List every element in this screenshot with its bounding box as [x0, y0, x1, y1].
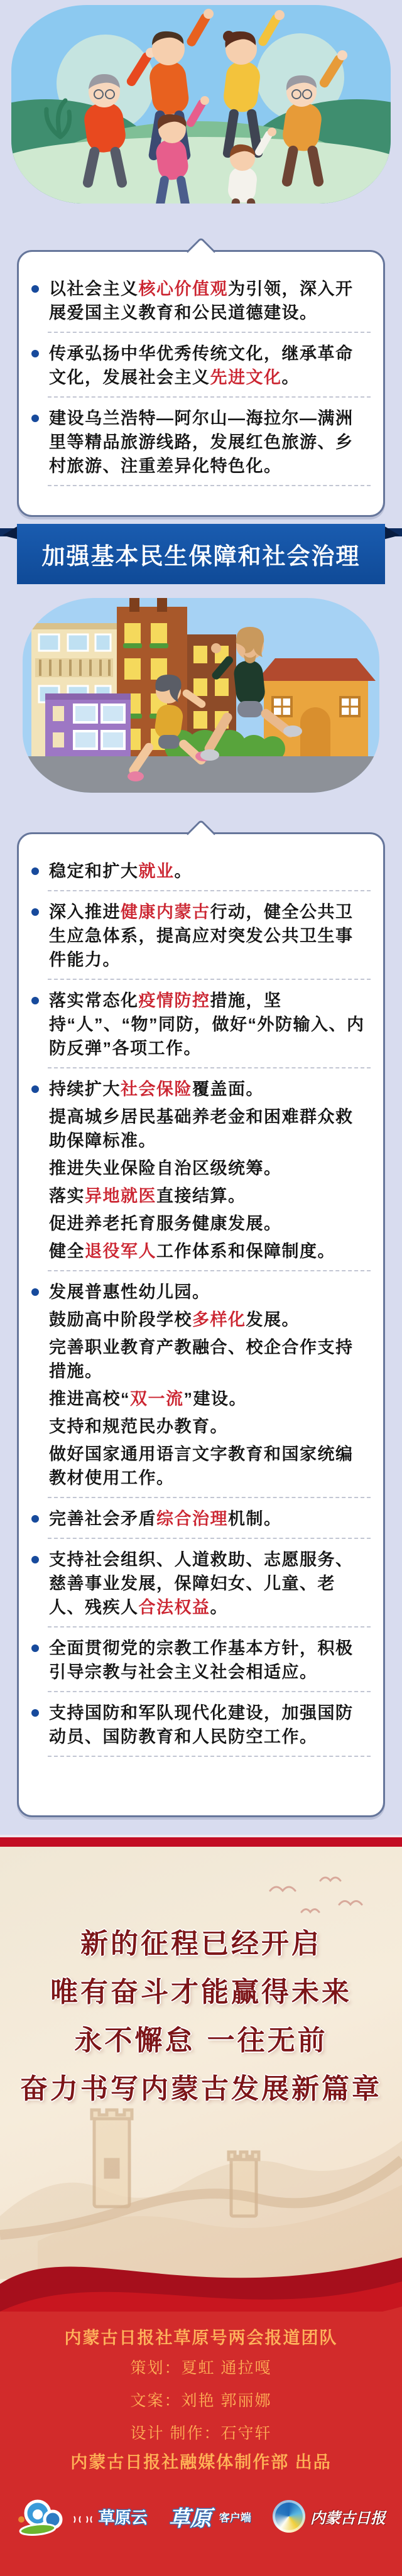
- text-segment: 完善社会矛盾: [49, 1509, 156, 1528]
- daily-swirl-icon: [273, 2500, 305, 2533]
- dotted-divider: [48, 1691, 371, 1692]
- bullet-item: [49, 1507, 371, 1531]
- section-banner: [0, 524, 402, 584]
- text-segment: 发展。: [246, 1310, 300, 1329]
- bullet-text: [49, 406, 371, 478]
- text-segment: 落实常态化: [49, 991, 139, 1010]
- bullet-item: [49, 859, 371, 883]
- slogan-line: 奋力书写内蒙古发展新篇章: [20, 2073, 382, 2105]
- text-segment: 覆盖面。: [192, 1080, 264, 1099]
- text-segment: 提高城乡居民基础养老金和困难群众救助保障标准。: [49, 1107, 354, 1150]
- daily-label: 内蒙古日报: [310, 2509, 386, 2527]
- bullet-text: [49, 1507, 371, 1531]
- dotted-divider: [48, 1626, 371, 1628]
- text-segment: 建设乌兰浩特—阿尔山—海拉尔—满洲里等精品旅游线路，发展红色旅游、乡村旅游、注重差异化特色化。: [49, 409, 354, 476]
- text-segment: 鼓励高中阶段学校: [49, 1310, 192, 1329]
- mongolian-script-decoration: [70, 2516, 95, 2523]
- highlighted-keyword: 社会保险: [121, 1080, 192, 1099]
- dotted-divider: [48, 1067, 371, 1068]
- text-segment: 持续扩大: [49, 1080, 121, 1099]
- text-segment: 做好国家通用语言文字教育和国家统编教材使用工作。: [49, 1445, 354, 1487]
- bullet-text: [49, 1548, 371, 1619]
- cloud-logo-icon: [16, 2497, 65, 2536]
- bullet-dot-icon: [31, 285, 39, 293]
- bubble-pointer-icon: [187, 819, 216, 849]
- highlighted-keyword: 就业: [138, 862, 175, 881]
- text-segment: 推进失业保险自治区级统筹。: [49, 1159, 282, 1178]
- livelihood-section-card: [17, 832, 385, 1817]
- bullet-item: [49, 900, 371, 972]
- bullet-text: [49, 1442, 371, 1490]
- bullet-dot-icon: [31, 1709, 39, 1717]
- section-title: 加强基本民生保障和社会治理: [41, 543, 361, 569]
- bullet-text: [49, 900, 371, 972]
- credit-line-copy: 文案：刘艳 郭丽娜: [130, 2392, 272, 2410]
- bullet-text: [49, 1239, 371, 1263]
- caoyuan-client-logo: [169, 2501, 251, 2532]
- text-segment: 机制。: [228, 1509, 282, 1528]
- bubble-pointer-icon: [187, 237, 216, 266]
- bullet-item: [49, 342, 371, 389]
- bullet-dot-icon: [31, 997, 39, 1004]
- text-segment: 发展普惠性幼儿园。: [49, 1283, 210, 1302]
- slogan-calligraphy: [0, 1921, 402, 2106]
- dotted-divider: [48, 979, 371, 980]
- dotted-divider: [48, 1497, 371, 1498]
- highlighted-keyword: 综合治理: [156, 1509, 228, 1528]
- highlighted-keyword: 健康内蒙古: [121, 903, 210, 921]
- text-segment: 行动，健全公共卫生应急体系，提高应对突发公共卫生事件能力。: [49, 903, 354, 969]
- bullet-text: [49, 1077, 371, 1101]
- highlighted-keyword: 先进文化: [210, 368, 282, 387]
- highlighted-keyword: 退役军人: [85, 1242, 156, 1261]
- bullet-item: [49, 1548, 371, 1619]
- dotted-divider: [48, 396, 371, 398]
- footer-top-red-bar: [0, 1835, 402, 1847]
- bullet-text: [49, 1308, 371, 1332]
- dotted-divider: [48, 332, 371, 333]
- text-segment: 支持社会组织、人道救助、志愿服务、慈善事业发展，保障妇女、儿童、老人、残疾人: [49, 1550, 354, 1617]
- bullet-text: [49, 1335, 371, 1383]
- producer-credit: 内蒙古日报社融媒体制作部 出品: [70, 2453, 332, 2472]
- slogan-line: 永不懈怠 一往无前: [74, 2024, 328, 2057]
- highlighted-keyword: 异地就医: [85, 1187, 156, 1205]
- text-segment: 深入推进: [49, 903, 121, 921]
- highlighted-keyword: 合法权益: [138, 1598, 210, 1617]
- text-segment: 直接结算。: [156, 1187, 246, 1205]
- bullet-item: [49, 277, 371, 325]
- text-segment: 落实: [49, 1187, 85, 1205]
- bullet-text: [49, 1636, 371, 1684]
- bullet-dot-icon: [31, 908, 39, 916]
- bullet-text: [49, 859, 371, 883]
- bullet-item: [49, 1636, 371, 1684]
- text-segment: 促进养老托育服务健康发展。: [49, 1214, 282, 1233]
- city-runners-scene: [23, 598, 379, 793]
- family-exercise-illustration: [11, 5, 391, 204]
- bullet-dot-icon: [31, 867, 39, 875]
- credit-line-design: 设计 制作：石守轩: [130, 2425, 272, 2442]
- bullet-item: [49, 1701, 371, 1749]
- dotted-divider: [48, 485, 371, 486]
- caoyuan-label: 草原: [168, 2506, 212, 2531]
- dotted-divider: [48, 1270, 371, 1271]
- dotted-divider: [48, 1538, 371, 1539]
- bullet-text: [49, 989, 371, 1060]
- bullet-item: [49, 989, 371, 1060]
- bullet-dot-icon: [31, 1556, 39, 1563]
- bullet-text: [49, 1212, 371, 1236]
- livelihood-bullet-list: [49, 859, 371, 1757]
- text-segment: 传承弘扬中华优秀传统文化，继承革命文化，发展社会主义: [49, 344, 354, 387]
- culture-section-card: [17, 250, 385, 517]
- slogan-line: 唯有奋斗才能赢得未来: [50, 1976, 352, 2008]
- bullet-dot-icon: [31, 415, 39, 422]
- slogan-line: 新的征程已经开启: [80, 1928, 322, 1960]
- text-segment: 全面贯彻党的宗教工作基本方针，积极引导宗教与社会主义社会相适应。: [49, 1639, 354, 1682]
- text-segment: 。: [281, 368, 300, 387]
- bullet-dot-icon: [31, 1515, 39, 1523]
- bullet-text: [49, 277, 371, 325]
- bullet-text: [49, 1105, 371, 1153]
- bullet-text: [49, 1387, 371, 1411]
- text-segment: 。: [210, 1598, 228, 1617]
- text-segment: 措施，坚持“人”、“物”同防，做好“外防输入、内防反弹”各项工作。: [49, 991, 365, 1058]
- dotted-divider: [48, 890, 371, 891]
- dotted-divider: [48, 1756, 371, 1757]
- family-exercise-scene: [11, 5, 391, 204]
- text-segment: 以社会主义: [49, 280, 139, 298]
- text-segment: 为引领，深入开展爱国主义教育和公民道德建设。: [49, 280, 354, 322]
- text-segment: 支持国防和军队现代化建设，加强国防动员、国防教育和人民防空工作。: [49, 1704, 354, 1746]
- credit-line-planning: 策划：夏虹 通拉嘎: [130, 2359, 272, 2377]
- banner-box: [17, 524, 385, 584]
- footer-logo-row: [0, 2486, 402, 2546]
- highlighted-keyword: 疫情防控: [138, 991, 210, 1010]
- bullet-dot-icon: [31, 1644, 39, 1652]
- bullet-dot-icon: [31, 350, 39, 357]
- bullet-dot-icon: [31, 1085, 39, 1093]
- bullet-item: [49, 406, 371, 478]
- text-segment: ”建设。: [183, 1389, 247, 1408]
- text-segment: 。: [174, 862, 192, 881]
- city-runners-illustration: [23, 598, 379, 793]
- caoyuanyun-label: 草原云: [98, 2508, 148, 2527]
- text-segment: 完善职业教育产教融合、校企合作支持措施。: [49, 1338, 354, 1381]
- client-label: 客户端: [219, 2511, 251, 2524]
- birds-icon: [245, 1872, 383, 1928]
- caoyuanyun-logo: [16, 2497, 147, 2536]
- highlighted-keyword: 核心价值观: [138, 280, 228, 298]
- bullet-item: [49, 1077, 371, 1263]
- bullet-item: [49, 1280, 371, 1490]
- bullet-text: [49, 1280, 371, 1304]
- highlighted-keyword: 多样化: [192, 1310, 246, 1329]
- text-segment: 支持和规范民办教育。: [49, 1417, 228, 1436]
- team-credit: 内蒙古日报社草原号两会报道团队: [64, 2329, 338, 2347]
- bullet-text: [49, 342, 371, 389]
- text-segment: 健全: [49, 1242, 85, 1261]
- bullet-text: [49, 1701, 371, 1749]
- text-segment: 工作体系和保障制度。: [156, 1242, 335, 1261]
- text-segment: 推进高校“: [49, 1389, 130, 1408]
- neimenggu-daily-logo: [273, 2500, 386, 2533]
- bullet-text: [49, 1184, 371, 1208]
- bullet-text: [49, 1415, 371, 1438]
- highlighted-keyword: 双一流: [130, 1389, 184, 1408]
- culture-bullet-list: [49, 277, 371, 486]
- text-segment: 稳定和扩大: [49, 862, 139, 881]
- bullet-text: [49, 1156, 371, 1180]
- bullet-dot-icon: [31, 1288, 39, 1296]
